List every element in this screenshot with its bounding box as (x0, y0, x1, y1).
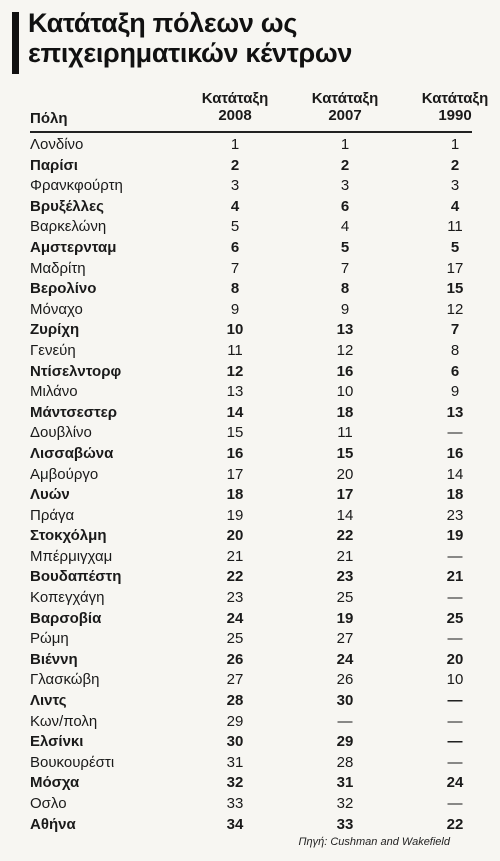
rank-2007-cell: 3 (340, 177, 350, 195)
rank-1990-cell: — (447, 795, 463, 812)
city-cell: Μπέρμιγχαμ (30, 547, 113, 565)
table-row (30, 423, 485, 444)
table-row (30, 465, 485, 486)
rank-1990-cell: 24 (446, 774, 464, 792)
header-rank-2007-year: 2007 (328, 107, 362, 124)
rank-2008-cell: 24 (226, 609, 244, 627)
city-cell: Αμβούργο (30, 465, 99, 483)
rank-2007-cell: 17 (336, 486, 354, 504)
rank-1990-cell: 19 (446, 527, 464, 545)
table-row (30, 444, 485, 465)
table-row (30, 506, 485, 527)
title-accent-bar (12, 12, 19, 74)
table-row (30, 670, 485, 691)
rank-2007-cell: 33 (336, 815, 354, 833)
rank-2008-cell: 15 (226, 424, 244, 442)
city-cell: Βρυξέλλες (30, 197, 104, 215)
city-cell: Βιέννη (30, 650, 78, 668)
rank-2008-cell: 3 (230, 177, 240, 195)
table-body (30, 135, 485, 835)
rank-2008-cell: 31 (226, 753, 244, 771)
city-cell: Λισσαβώνα (30, 444, 114, 462)
rank-2008-cell: 29 (226, 712, 244, 730)
rank-1990-cell: — (447, 547, 463, 565)
rank-1990-cell: — (447, 733, 463, 751)
table-row (30, 712, 485, 733)
city-cell: Λονδίνο (30, 136, 84, 153)
table-row (30, 238, 485, 259)
rank-2008-cell: 30 (226, 733, 244, 751)
city-cell: Ελσίνκι (30, 733, 84, 751)
rank-1990-cell: 18 (446, 486, 464, 504)
table-header (30, 88, 489, 128)
rank-1990-cell: 10 (446, 671, 464, 689)
rank-2007-cell: 20 (336, 465, 354, 483)
rank-1990-cell: — (447, 753, 463, 771)
city-cell: Μάντσεστερ (30, 403, 118, 421)
city-cell: Φρανκφούρτη (30, 177, 123, 195)
rank-2007-cell: 6 (340, 197, 350, 215)
rank-2008-cell: 14 (226, 403, 244, 421)
table-row (30, 609, 485, 630)
rank-2007-cell: 23 (336, 568, 354, 586)
rank-2008-cell: 9 (230, 300, 240, 318)
city-cell: Βουκουρέστι (30, 753, 115, 771)
table-row (30, 691, 485, 712)
table-row (30, 176, 485, 197)
rank-2008-cell: 21 (226, 547, 244, 565)
rank-2007-cell: 30 (336, 692, 354, 710)
city-cell: Μιλάνο (30, 383, 78, 401)
rank-2008-cell: 5 (230, 218, 240, 236)
city-cell: Ρώμη (30, 630, 69, 648)
table-row (30, 382, 485, 403)
header-rank-2008-year: 2008 (218, 107, 252, 124)
rank-2007-cell: 4 (340, 218, 350, 236)
city-cell: Κοπεγχάγη (30, 589, 105, 607)
table-row (30, 217, 485, 238)
rank-2008-cell: 20 (226, 527, 244, 545)
table-row (30, 156, 485, 177)
rank-1990-cell: 23 (446, 506, 464, 524)
table-title: Κατάταξη πόλεων ως επιχειρηματικών κέντρων (28, 8, 353, 68)
rank-2007-cell: 31 (336, 774, 354, 792)
city-cell: Παρίσι (30, 156, 78, 174)
rank-1990-cell: 1 (450, 136, 460, 153)
table-row (30, 403, 485, 424)
header-rank-2007-label: Κατάταξη (311, 90, 379, 107)
header-rank-2007 (305, 90, 385, 124)
city-cell: Βαρκελώνη (30, 218, 107, 236)
rank-2007-cell: 19 (336, 609, 354, 627)
rank-2008-cell: 12 (226, 362, 244, 380)
rank-2008-cell: 8 (230, 280, 240, 298)
table-row (30, 300, 485, 321)
rank-1990-cell: 2 (450, 156, 460, 174)
table-row (30, 197, 485, 218)
rank-2008-cell: 19 (226, 506, 244, 524)
rank-2007-cell: 14 (336, 506, 354, 524)
rank-2007-cell: 28 (336, 753, 354, 771)
rank-2007-cell: 11 (337, 424, 353, 442)
rank-2008-cell: 13 (226, 383, 244, 401)
city-cell: Οσλο (30, 795, 67, 812)
city-cell: Βαρσοβία (30, 609, 102, 627)
table-row (30, 259, 485, 280)
rank-2007-cell: 10 (336, 383, 354, 401)
rank-2008-cell: 6 (230, 238, 240, 256)
city-cell: Αμστερνταμ (30, 238, 117, 256)
rank-2008-cell: 34 (226, 815, 244, 833)
rank-2008-cell: 27 (226, 671, 244, 689)
rank-2007-cell: 12 (336, 341, 354, 359)
rank-2008-cell: 22 (226, 568, 244, 586)
rank-2008-cell: 28 (226, 692, 244, 710)
rank-2007-cell: 26 (336, 671, 354, 689)
rank-2008-cell: 16 (226, 444, 244, 462)
rank-1990-cell: 12 (446, 300, 464, 318)
rank-2007-cell: 18 (336, 403, 354, 421)
rank-2007-cell: 21 (336, 547, 354, 565)
rank-1990-cell: — (447, 692, 463, 710)
header-city: Πόλη (30, 110, 68, 127)
rank-2007-cell: 13 (336, 321, 354, 339)
rank-2007-cell: 1 (340, 136, 350, 153)
header-rank-1990-label: Κατάταξη (421, 90, 489, 107)
rank-2008-cell: 10 (226, 321, 244, 339)
city-cell: Ντίσελντορφ (30, 362, 122, 380)
table-row (30, 773, 485, 794)
header-rank-2008-label: Κατάταξη (201, 90, 269, 107)
city-cell: Μόναχο (30, 300, 83, 318)
rank-2008-cell: 11 (227, 341, 243, 359)
rank-1990-cell: 13 (446, 403, 464, 421)
table-row (30, 526, 485, 547)
table-row (30, 547, 485, 568)
rank-2007-cell: 24 (336, 650, 354, 668)
table-row (30, 279, 485, 300)
table-row (30, 320, 485, 341)
city-cell: Στοκχόλμη (30, 527, 107, 545)
city-cell: Γλασκώβη (30, 671, 100, 689)
rank-1990-cell: 21 (446, 568, 464, 586)
city-cell: Βερολίνο (30, 280, 97, 298)
rank-2007-cell: 7 (340, 259, 350, 277)
rank-1990-cell: 5 (450, 238, 460, 256)
rank-2007-cell: 5 (340, 238, 350, 256)
rank-2008-cell: 33 (226, 795, 244, 812)
rank-2007-cell: 2 (340, 156, 350, 174)
rank-1990-cell: — (447, 589, 463, 607)
header-rank-1990-year: 1990 (438, 107, 472, 124)
rank-1990-cell: 4 (450, 197, 460, 215)
city-cell: Δουβλίνο (30, 424, 92, 442)
city-cell: Ζυρίχη (30, 321, 80, 339)
rank-1990-cell: 14 (446, 465, 464, 483)
rank-1990-cell: 11 (447, 218, 463, 236)
table-row (30, 567, 485, 588)
rank-2007-cell: 27 (336, 630, 354, 648)
rank-2008-cell: 18 (226, 486, 244, 504)
city-cell: Πράγα (30, 506, 75, 524)
table-row (30, 650, 485, 671)
table-row (30, 135, 485, 156)
rank-1990-cell: — (447, 630, 463, 648)
rank-2007-cell: 8 (340, 280, 350, 298)
rank-2007-cell: 32 (336, 795, 354, 812)
rank-2007-cell: 29 (336, 733, 354, 751)
rank-1990-cell: 22 (446, 815, 464, 833)
rank-2008-cell: 17 (226, 465, 244, 483)
rank-1990-cell: — (447, 712, 463, 730)
rank-2008-cell: 32 (226, 774, 244, 792)
table-row (30, 815, 485, 836)
rank-1990-cell: 8 (450, 341, 460, 359)
table-row (30, 732, 485, 753)
rank-2008-cell: 7 (230, 259, 240, 277)
rank-1990-cell: 3 (450, 177, 460, 195)
rank-1990-cell: 15 (446, 280, 464, 298)
city-cell: Κων/πολη (30, 712, 98, 730)
rank-1990-cell: 9 (450, 383, 460, 401)
rank-1990-cell: 17 (446, 259, 464, 277)
city-cell: Μαδρίτη (30, 259, 86, 277)
rank-2007-cell: 25 (336, 589, 354, 607)
city-cell: Μόσχα (30, 774, 80, 792)
table-row (30, 794, 485, 815)
table-row (30, 362, 485, 383)
table-row (30, 629, 485, 650)
table-row (30, 753, 485, 774)
city-cell: Λιντς (30, 692, 67, 710)
title-block (6, 4, 494, 70)
city-cell: Γενεύη (30, 341, 76, 359)
header-divider (30, 131, 472, 133)
rank-2007-cell: — (337, 712, 353, 730)
table-row (30, 341, 485, 362)
header-rank-1990 (415, 90, 495, 124)
rank-2007-cell: 15 (336, 444, 354, 462)
rank-1990-cell: — (447, 424, 463, 442)
rank-2008-cell: 2 (230, 156, 240, 174)
city-cell: Βουδαπέστη (30, 568, 122, 586)
rank-1990-cell: 16 (446, 444, 464, 462)
city-cell: Λυών (30, 486, 70, 504)
header-rank-2008 (195, 90, 275, 124)
rank-2008-cell: 4 (230, 197, 240, 215)
rank-2008-cell: 23 (226, 589, 244, 607)
rank-2008-cell: 26 (226, 650, 244, 668)
rank-1990-cell: 6 (450, 362, 460, 380)
rank-1990-cell: 7 (450, 321, 460, 339)
rank-1990-cell: 25 (446, 609, 464, 627)
rank-2007-cell: 16 (336, 362, 354, 380)
rank-2007-cell: 22 (336, 527, 354, 545)
source-note: Πηγή: Cushman and Wakefield (298, 836, 450, 848)
rank-2008-cell: 1 (230, 136, 240, 153)
rank-2008-cell: 25 (226, 630, 244, 648)
city-cell: Αθήνα (30, 815, 76, 833)
rank-1990-cell: 20 (446, 650, 464, 668)
table-row (30, 588, 485, 609)
rank-2007-cell: 9 (340, 300, 350, 318)
table-row (30, 485, 485, 506)
